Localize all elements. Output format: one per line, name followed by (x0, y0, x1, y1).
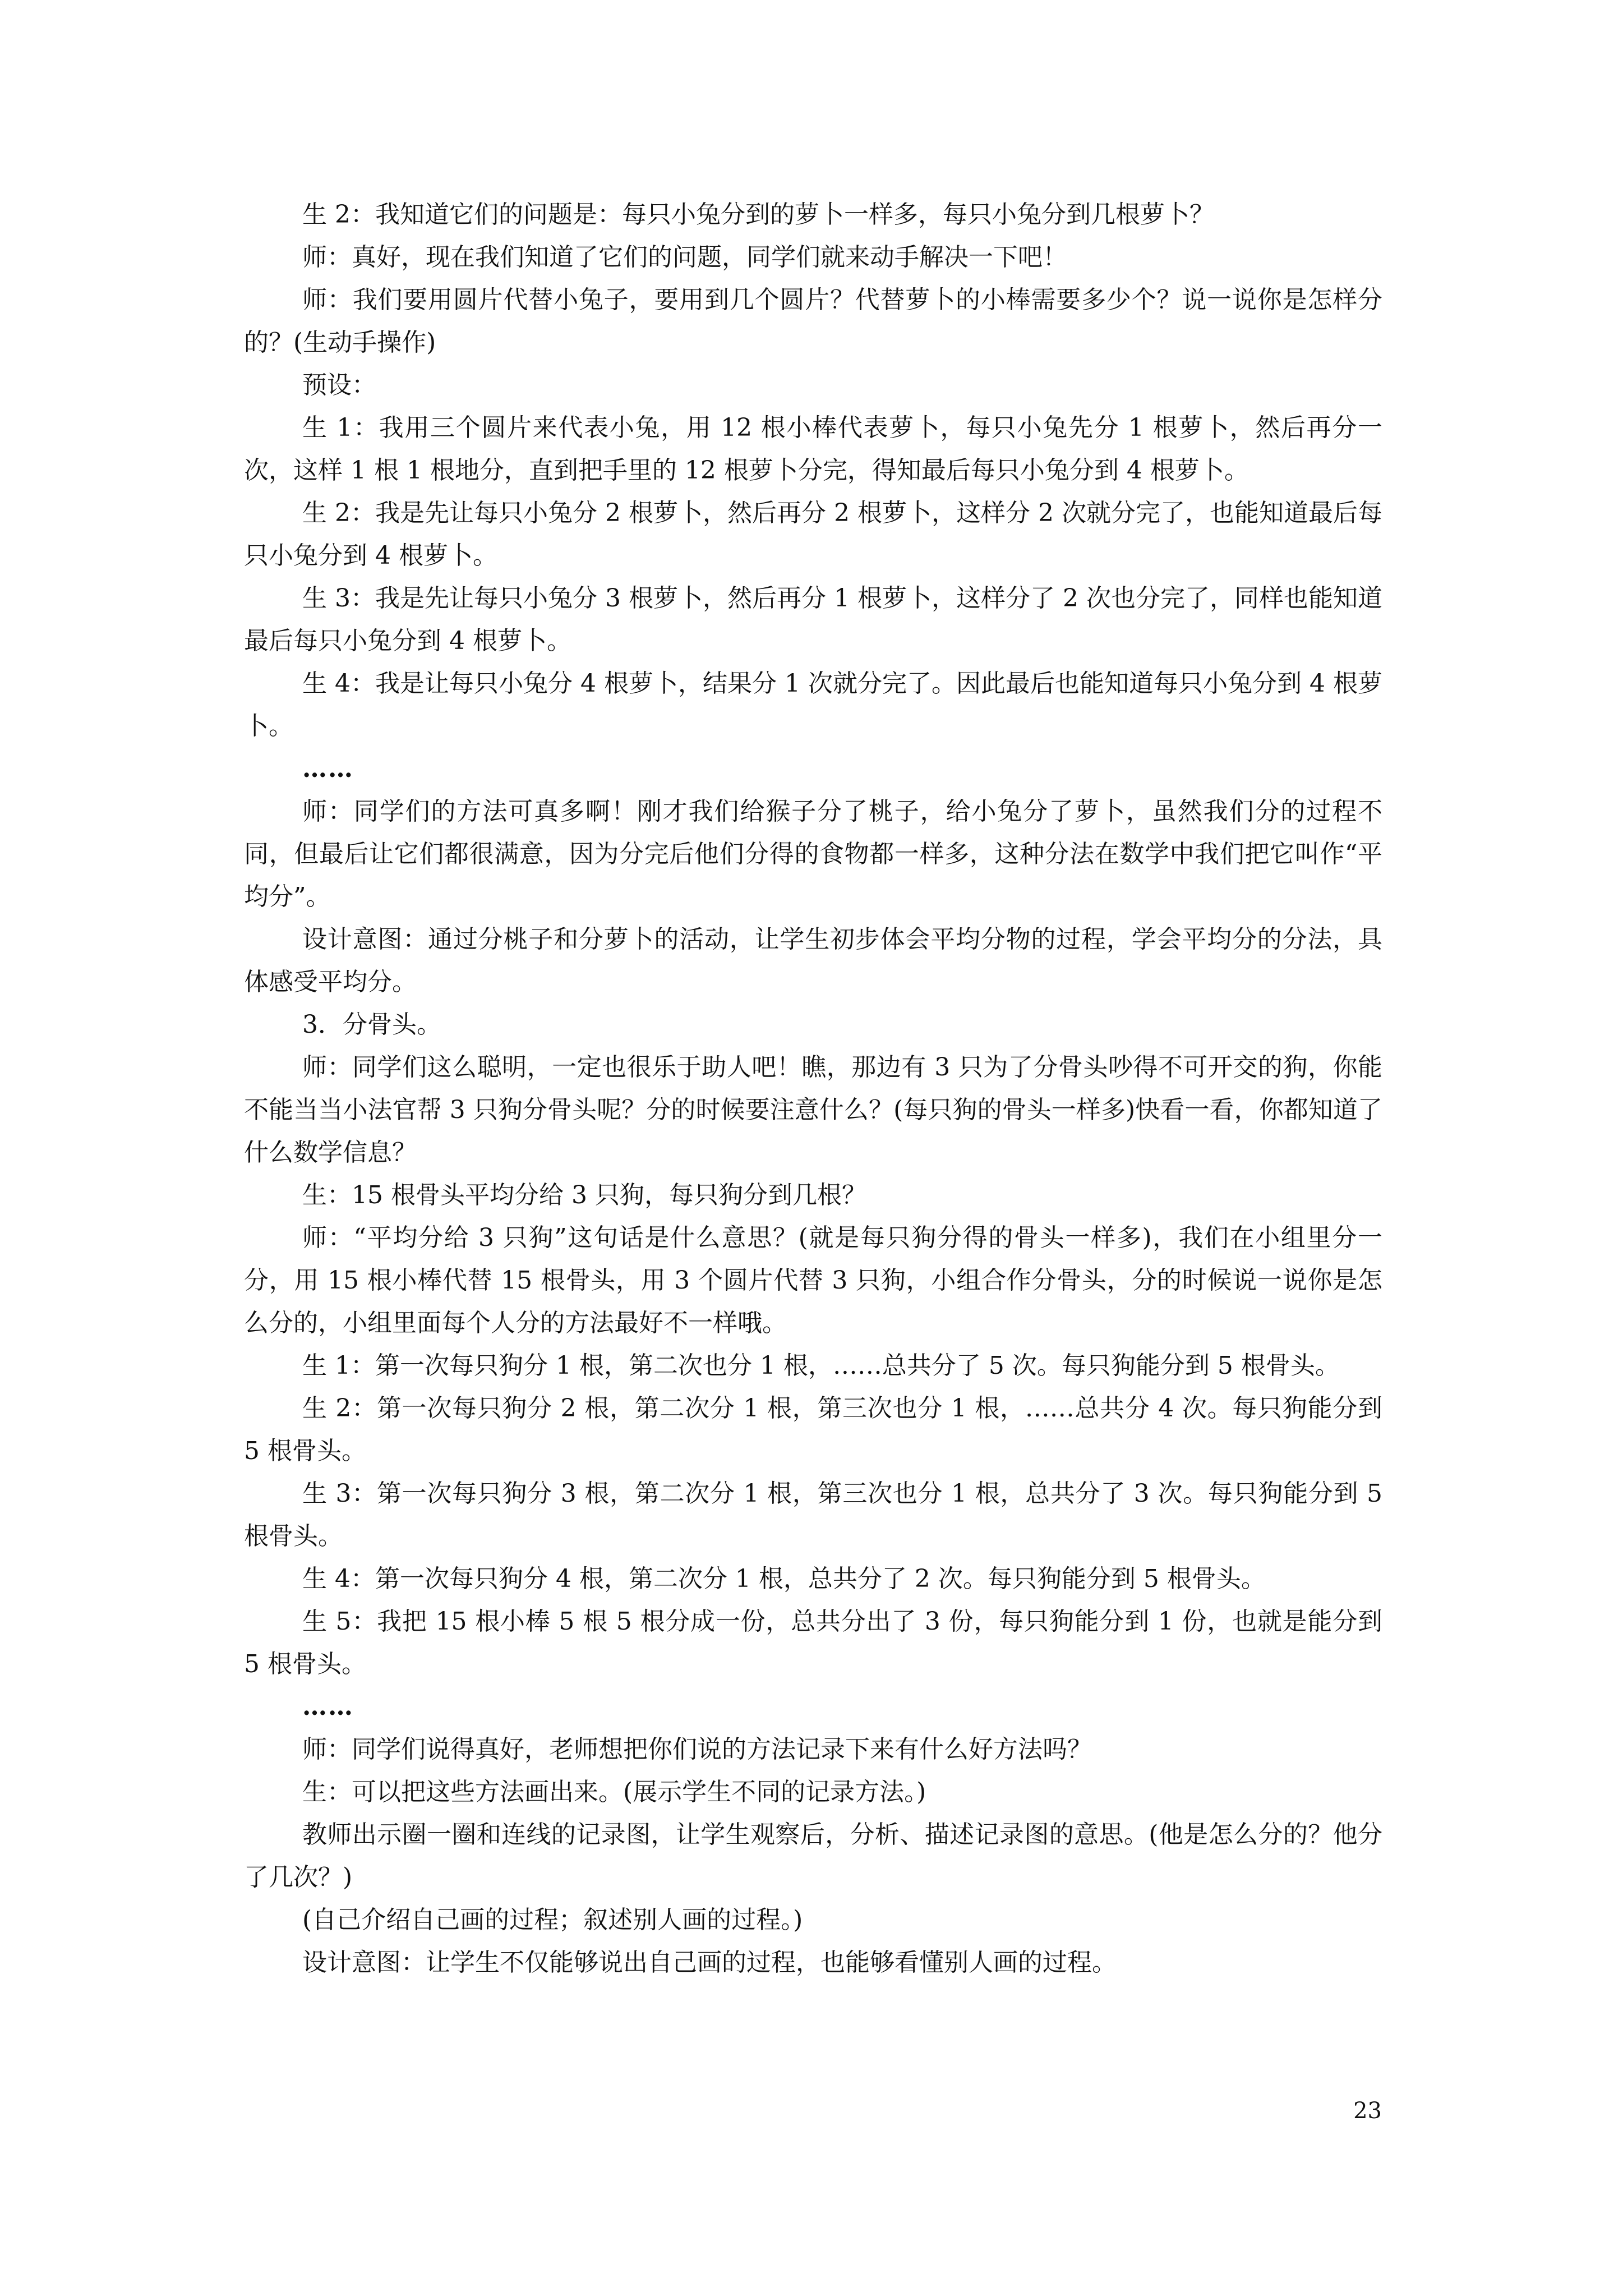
paragraph: 教师出示圈一圈和连线的记录图，让学生观察后，分析、描述记录图的意思。(他是怎么分的？他分了几次？) (244, 1820, 1382, 1892)
paragraph: 生 5：我把 15 根小棒 5 根 5 根分成一份，总共分出了 3 份，每只狗能分到 1 份，也就是能分到 5 根骨头。 (244, 1607, 1382, 1678)
paragraph: 师：“平均分给 3 只狗”这句话是什么意思？(就是每只狗分得的骨头一样多)，我们在小组里分一分，用 15 根小棒代替 15 根骨头，用 3 个圆片代替 3 只狗，小组合作分骨头，分的时候说一说你是怎么分的，小组里面每个人分的方法最好不一样哦。 (244, 1223, 1382, 1337)
paragraph: 生 2：我是先让每只小兔分 2 根萝卜，然后再分 2 根萝卜，这样分 2 次就分完了，也能知道最后每只小兔分到 4 根萝卜。 (244, 499, 1382, 570)
document-body (244, 194, 1382, 1984)
ellipsis-line: …… (302, 1692, 354, 1721)
paragraph: 生 3：我是先让每只小兔分 3 根萝卜，然后再分 1 根萝卜，这样分了 2 次也分完了，同样也能知道最后每只小兔分到 4 根萝卜。 (244, 584, 1382, 655)
section-heading: 3．分骨头。 (302, 1010, 441, 1039)
paragraph: 生 2：我知道它们的问题是：每只小兔分到的萝卜一样多，每只小兔分到几根萝卜？ (302, 200, 1214, 229)
paragraph: 师：真好，现在我们知道了它们的问题，同学们就来动手解决一下吧！ (302, 243, 1067, 272)
ellipsis-line: …… (302, 754, 354, 783)
paragraph: 师：同学们说得真好，老师想把你们说的方法记录下来有什么好方法吗？ (302, 1735, 1092, 1764)
paragraph: 师：同学们的方法可真多啊！刚才我们给猴子分了桃子，给小兔分了萝卜，虽然我们分的过程不同，但最后让它们都很满意，因为分完后他们分得的食物都一样多，这种分法在数学中我们把它叫作“平均分”。 (244, 797, 1382, 911)
page-number: 23 (1353, 2098, 1382, 2124)
paragraph: 生 3：第一次每只狗分 3 根，第二次分 1 根，第三次也分 1 根，总共分了 3 次。每只狗能分到 5 根骨头。 (244, 1479, 1382, 1550)
paragraph: 生 4：我是让每只小兔分 4 根萝卜，结果分 1 次就分完了。因此最后也能知道每只小兔分到 4 根萝卜。 (244, 669, 1382, 740)
paragraph: 生 1：第一次每只狗分 1 根，第二次也分 1 根，……总共分了 5 次。每只狗能分到 5 根骨头。 (302, 1351, 1340, 1380)
paragraph: 设计意图：让学生不仅能够说出自己画的过程，也能够看懂别人画的过程。 (302, 1948, 1117, 1977)
paragraph: 师：我们要用圆片代替小兔子，要用到几个圆片？代替萝卜的小棒需要多少个？说一说你是怎样分的？(生动手操作) (244, 286, 1382, 357)
paragraph: (自己介绍自己画的过程；叙述别人画的过程。) (302, 1906, 803, 1934)
paragraph: 生 2：第一次每只狗分 2 根，第二次分 1 根，第三次也分 1 根，……总共分 4 次。每只狗能分到 5 根骨头。 (244, 1394, 1382, 1465)
paragraph: 生 4：第一次每只狗分 4 根，第二次分 1 根，总共分了 2 次。每只狗能分到 5 根骨头。 (302, 1565, 1266, 1593)
paragraph: 预设： (302, 371, 376, 399)
paragraph: 生：15 根骨头平均分给 3 只狗，每只狗分到几根？ (302, 1181, 866, 1209)
paragraph: 生：可以把这些方法画出来。(展示学生不同的记录方法。) (302, 1778, 926, 1806)
paragraph: 生 1：我用三个圆片来代表小兔，用 12 根小棒代表萝卜，每只小兔先分 1 根萝卜，然后再分一次，这样 1 根 1 根地分，直到把手里的 12 根萝卜分完，得知最后每只小兔分到 4 根萝卜。 (244, 413, 1382, 485)
paragraph: 师：同学们这么聪明，一定也很乐于助人吧！瞧，那边有 3 只为了分骨头吵得不可开交的狗，你能不能当当小法官帮 3 只狗分骨头呢？分的时候要注意什么？(每只狗的骨头一样多)快看一看，你都知道了什么数学信息？ (244, 1053, 1382, 1167)
paragraph: 设计意图：通过分桃子和分萝卜的活动，让学生初步体会平均分物的过程，学会平均分的分法，具体感受平均分。 (244, 925, 1382, 996)
